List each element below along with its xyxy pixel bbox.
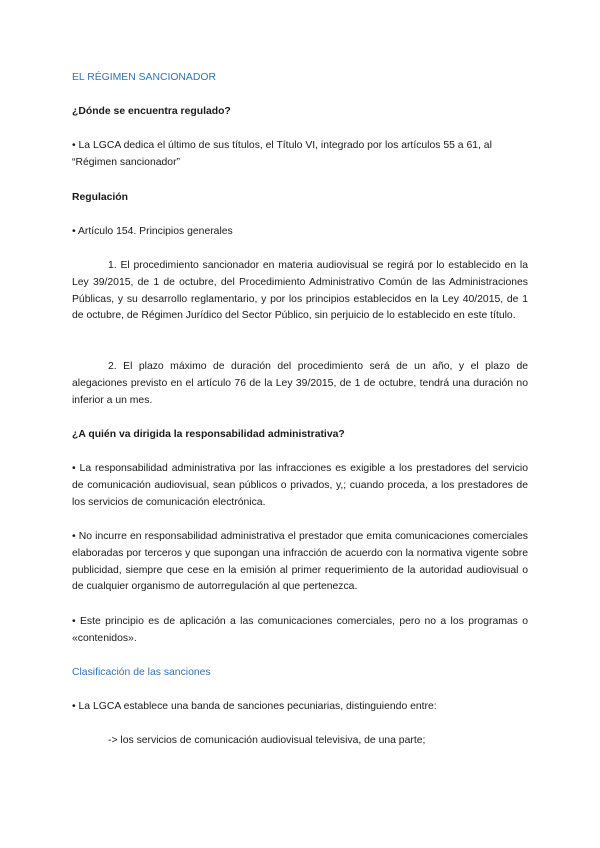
heading-regulacion: Regulación (72, 192, 129, 203)
section-title: EL RÉGIMEN SANCIONADOR (72, 72, 216, 83)
bullet-banda-sanciones: • La LGCA establece una banda de sanciones pecuniarias, distinguiendo entre: (72, 701, 437, 712)
bullet-no-incurre: • No incurre en responsabilidad administrativa el prestador que emita comunicaciones comerciales elaboradas por terceros y que supongan una infracción de acuerdo con la normativa vigente sobre publicidad, siempre que cese en la emisión al primer requerimiento de la autoridad audiovisual o de cualquier organismo de autorregulación al que pertenezca. (72, 531, 528, 593)
paragraph-plazo: 2. El plazo máximo de duración del procedimiento será de un año, y el plazo de alegaciones previsto en el artículo 76 de la Ley 39/2015, de 1 de octubre, tendrá una duración no inferior a un mes. (72, 361, 528, 406)
paragraph-procedimiento: 1. El procedimiento sancionador en materia audiovisual se regirá por lo establecido en la Ley 39/2015, de 1 de octubre, del Procedimiento Administrativo Común de las Administraciones Públicas, y su desarrollo reglamentario, y por los principios establecidos en la Ley 40/2015, de 1 de octubre, de Régimen Jurídico del Sector Público, sin perjuicio de lo establecido en este título. (72, 260, 528, 322)
question-heading-regulado: ¿Dónde se encuentra regulado? (72, 106, 231, 117)
bullet-articulo-154: • Artículo 154. Principios generales (72, 226, 233, 237)
question-heading-responsabilidad: ¿A quién va dirigida la responsabilidad administrativa? (72, 429, 345, 440)
bullet-responsabilidad-prestadores: • La responsabilidad administrativa por las infracciones es exigible a los prestadores del servicio de comunicación audiovisual, sean públicos o privados, y,; cuando proceda, a los prestadores de los servicios de comunicación electrónica. (72, 463, 528, 508)
heading-clasificacion-sanciones: Clasificación de las sanciones (72, 667, 211, 678)
arrow-item-televisiva: -> los servicios de comunicación audiovisual televisiva, de una parte; (108, 735, 426, 746)
bullet-principio-aplicacion: • Este principio es de aplicación a las comunicaciones comerciales, pero no a los programas o «contenidos». (72, 616, 528, 644)
bullet-lgca-titulo-vi: • La LGCA dedica el último de sus títulos, el Título VI, integrado por los artículos 55 a 61, al “Régimen sancionador” (72, 140, 492, 168)
